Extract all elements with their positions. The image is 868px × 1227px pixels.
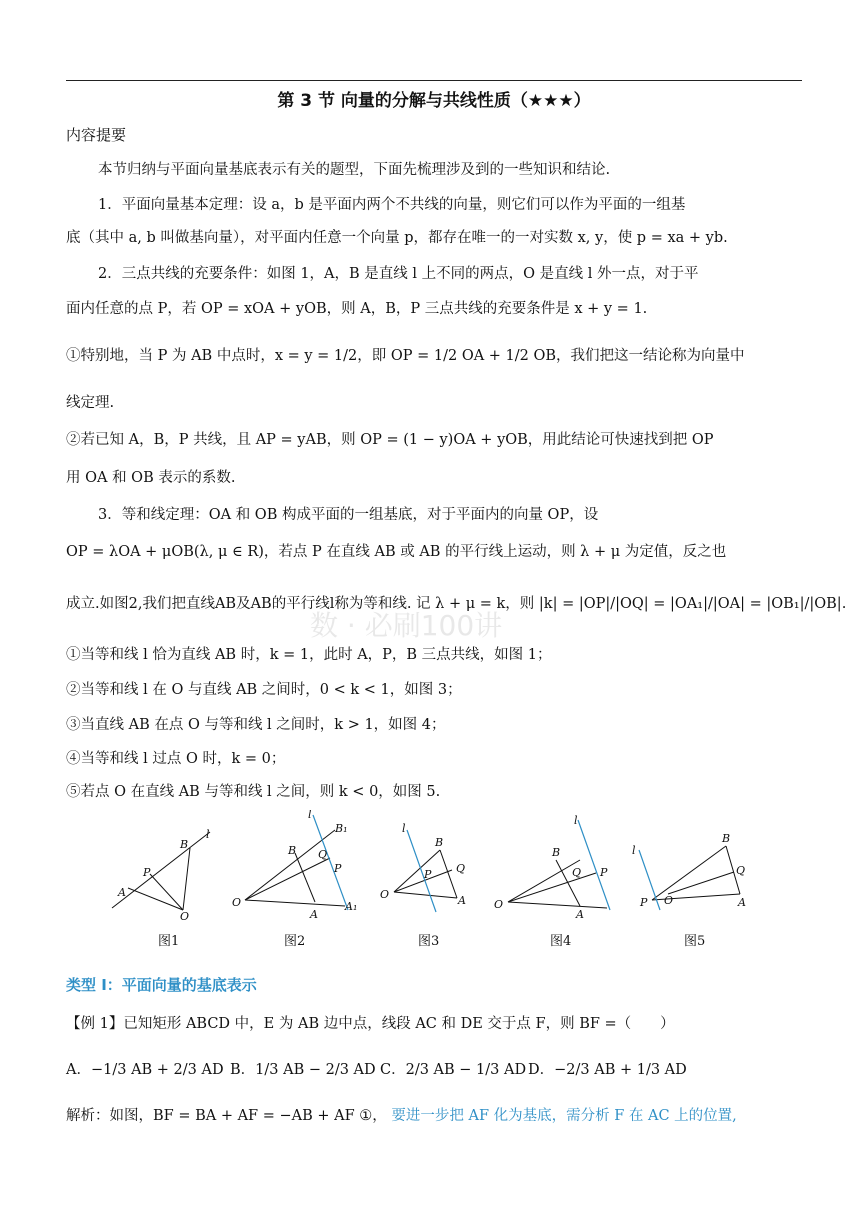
svg-text:P: P: [334, 862, 342, 875]
collinear-line2: 用 OA 和 OB 表示的系数.: [66, 470, 236, 486]
svg-text:B: B: [180, 838, 189, 851]
case-5: ⑤若点 O 在直线 AB 与等和线 l 之间，则 k < 0，如图 5.: [66, 784, 441, 800]
svg-text:Q: Q: [456, 862, 466, 875]
theorem-2-line1: 2．三点共线的充要条件：如图 1，A，B 是直线 l 上不同的两点，O 是直线 l 外一点，对于平: [98, 266, 699, 282]
figure-4: [508, 860, 607, 908]
svg-text:Q: Q: [736, 864, 746, 877]
caption-fig1: 图1: [158, 934, 180, 949]
option-b: B．1/3 AB − 2/3 AD: [230, 1062, 376, 1078]
svg-text:O: O: [664, 894, 674, 907]
svg-text:B: B: [288, 844, 297, 857]
midpoint-line1: ①特别地，当 P 为 AB 中点时，x = y = 1/2，即 OP = 1/2 OA + 1/2 OB，我们把这一结论称为向量中: [66, 348, 745, 364]
svg-text:A: A: [738, 896, 746, 909]
equal-sum-line2: OP = λOA + μOB(λ, μ ∈ R)，若点 P 在直线 AB 或 AB 的平行线上运动，则 λ + μ 为定值，反之也: [66, 544, 727, 560]
svg-text:A: A: [458, 894, 466, 907]
svg-text:l: l: [402, 822, 406, 835]
svg-text:B: B: [435, 836, 444, 849]
type-heading: 类型 I：平面向量的基底表示: [66, 976, 257, 994]
caption-fig3: 图3: [418, 934, 440, 949]
equal-sum-line1: 3．等和线定理：OA 和 OB 构成平面的一组基底，对于平面内的向量 OP，设: [98, 507, 599, 523]
svg-text:P: P: [600, 866, 608, 879]
svg-text:B: B: [552, 846, 561, 859]
intro-text: 本节归纳与平面向量基底表示有关的题型，下面先梳理涉及到的一些知识和结论.: [98, 162, 611, 178]
theorem-2-line2: 面内任意的点 P，若 OP = xOA + yOB，则 A，B，P 三点共线的充要条件是 x + y = 1.: [66, 301, 648, 317]
svg-text:P: P: [640, 896, 648, 909]
option-d: D．−2/3 AB + 1/3 AD: [528, 1062, 687, 1078]
caption-fig5: 图5: [684, 934, 706, 949]
case-1: ①当等和线 l 恰为直线 AB 时，k = 1，此时 A，P，B 三点共线，如图 1；: [66, 647, 552, 663]
option-c: C．2/3 AB − 1/3 AD: [380, 1062, 527, 1078]
svg-text:O: O: [380, 888, 390, 901]
svg-text:l: l: [632, 844, 636, 857]
svg-text:l: l: [308, 810, 312, 821]
section-heading: 内容提要: [66, 126, 127, 144]
case-4: ④当等和线 l 过点 O 时，k = 0；: [66, 751, 286, 767]
solution-text: [66, 1104, 737, 1125]
figure-1: [112, 832, 210, 910]
svg-text:O: O: [180, 910, 190, 923]
svg-text:O: O: [232, 896, 242, 909]
watermark: 数 · 必刷100讲: [310, 609, 503, 642]
svg-text:Q: Q: [572, 866, 582, 879]
theorem-1-line2: 底（其中 a, b 叫做基向量），对平面内任意一个向量 p，都存在唯一的一对实数 x, y，使 p = xa + yb.: [66, 230, 728, 246]
svg-text:A: A: [576, 908, 584, 921]
page-title: 第 3 节 向量的分解与共线性质（★★★）: [277, 91, 591, 111]
svg-text:l: l: [574, 814, 578, 827]
svg-text:Q: Q: [318, 848, 328, 861]
figures: [0, 810, 868, 930]
svg-text:B₁: B₁: [335, 822, 348, 835]
svg-text:B: B: [722, 832, 731, 845]
collinear-line1: ②若已知 A，B，P 共线，且 AP = yAB，则 OP = (1 − y)OA + yOB，用此结论可快速找到把 OP: [66, 432, 714, 448]
svg-text:A₁: A₁: [345, 900, 358, 913]
case-2: ②当等和线 l 在 O 与直线 AB 之间时，0 < k < 1，如图 3；: [66, 682, 462, 698]
equal-sum-line3: 成立.如图2,我们把直线AB及AB的平行线l称为等和线. 记 λ + μ = k，则 |k| = |OP|/|OQ| = |OA₁|/|OA| = |OB₁|/|OB|.: [66, 596, 847, 612]
theorem-1-line1: 1．平面向量基本定理：设 a，b 是平面内两个不共线的向量，则它们可以作为平面的一组基: [98, 197, 686, 213]
svg-text:A: A: [310, 908, 318, 921]
figure-5: [652, 846, 740, 900]
figure-2: [245, 830, 345, 906]
svg-text:P: P: [143, 866, 151, 879]
svg-text:l: l: [206, 828, 210, 841]
solution-main: 解析：如图，BF = BA + AF = −AB + AF ①，: [66, 1108, 387, 1124]
case-3: ③当直线 AB 在点 O 与等和线 l 之间时，k > 1，如图 4；: [66, 717, 446, 733]
svg-text:P: P: [424, 868, 432, 881]
svg-text:O: O: [494, 898, 504, 911]
solution-hint: 要进一步把 AF 化为基底，需分析 F 在 AC 上的位置,: [391, 1108, 737, 1124]
midpoint-line2: 线定理.: [66, 395, 115, 411]
caption-fig2: 图2: [284, 934, 306, 949]
example-question: 【例 1】已知矩形 ABCD 中，E 为 AB 边中点，线段 AC 和 DE 交于点 F，则 BF =（ ）: [66, 1016, 675, 1032]
top-rule: [66, 80, 802, 81]
caption-fig4: 图4: [550, 934, 572, 949]
svg-text:A: A: [118, 886, 126, 899]
option-a: A．−1/3 AB + 2/3 AD: [66, 1062, 224, 1078]
